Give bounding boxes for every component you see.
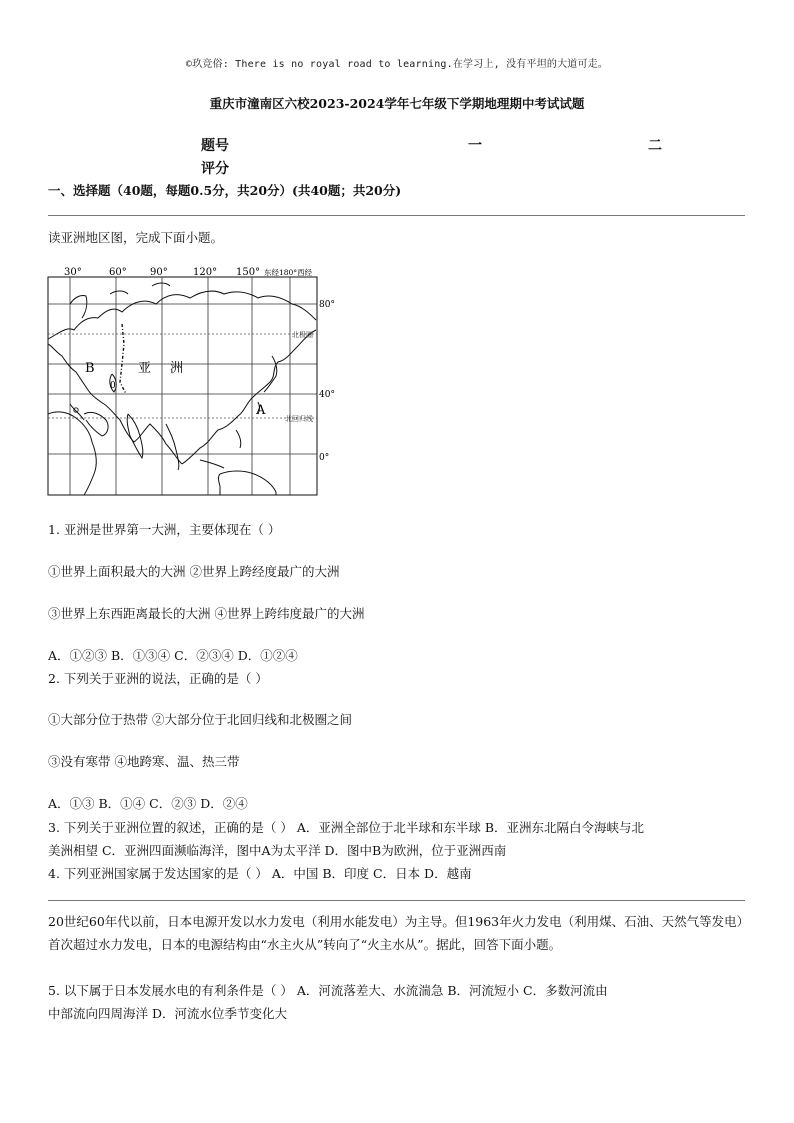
q1-item-a: ①世界上面积最大的大洲 ②世界上跨经度最广的大洲: [48, 564, 340, 579]
q2-item-b: ③没有寒带 ④地跨寒、温、热三带: [48, 754, 240, 769]
header-motto: ©玖竞俗: There is no royal road to learning.在学习上, 没有平坦的大道可走。: [185, 59, 609, 70]
score-row-label-score: 评分: [201, 161, 229, 177]
region-label-zhou: 洲: [170, 361, 184, 376]
lon-label-180: 东经180°西经: [264, 268, 313, 277]
group2-intro: 20世纪60年代以前，日本电源开发以水力发电（利用水能发电）为主导。但1963年火力发电（利用煤、石油、天然气等发电）首次超过水力发电，日本的电源结构由“水主火从”转向了“火主水从”。据此，回答下面小题。: [48, 914, 743, 952]
region-label-A: A: [256, 403, 266, 418]
group1-intro: 读亚洲地区图，完成下面小题。: [48, 230, 224, 245]
lat-label-40: 40°: [319, 390, 335, 400]
q2-stem: 2. 下列关于亚洲的说法，正确的是（ ）: [48, 671, 268, 686]
q4-line1: 4. 下列亚洲国家属于发达国家的是（ ） A．中国 B．印度 C．日本 D．越南: [48, 866, 472, 881]
score-row-label-number: 题号: [201, 138, 229, 154]
exam-title: 重庆市潼南区六校2023-2024学年七年级下学期地理期中考试试题: [209, 96, 585, 111]
lon-label-60: 60°: [109, 267, 127, 278]
arctic-circle-label: 北极圈: [292, 331, 313, 339]
q1-options: A．①②③ B．①③④ C．②③④ D．①②④: [48, 648, 298, 663]
region-label-B: B: [85, 361, 95, 376]
europe-asia-boundary: [120, 324, 126, 394]
q2-item-a: ①大部分位于热带 ②大部分位于北回归线和北极圈之间: [48, 712, 352, 727]
divider-2: [48, 900, 745, 901]
tropic-label: 北回归线: [285, 415, 313, 423]
map-frame: [48, 277, 317, 495]
score-col-2: 二: [648, 138, 662, 154]
q1-stem: 1. 亚洲是世界第一大洲，主要体现在（ ）: [48, 522, 281, 537]
lat-label-0: 0°: [319, 453, 330, 463]
coastline: [48, 283, 316, 495]
lon-label-90: 90°: [150, 267, 168, 278]
score-col-1: 一: [468, 138, 482, 154]
lon-label-120: 120°: [193, 267, 218, 278]
q2-options: A．①③ B．①④ C．②③ D．②④: [48, 796, 248, 811]
map-graticule: [48, 277, 317, 495]
lon-label-150: 150°: [236, 267, 261, 278]
region-label-ya: 亚: [138, 361, 152, 376]
section-heading: 一、选择题（40题，每题0.5分，共20分）(共40题；共20分): [48, 183, 402, 198]
asia-map: [40, 264, 340, 500]
asia-map-graphic: [40, 264, 340, 500]
q5-line2: 中部流向四周海洋 D．河流水位季节变化大: [48, 1006, 287, 1021]
q1-item-b: ③世界上东西距离最长的大洲 ④世界上跨纬度最广的大洲: [48, 606, 365, 621]
q3-line2: 美洲相望 C．亚洲四面濒临海洋，图中A为太平洋 D．图中B为欧洲，位于亚洲西南: [48, 843, 507, 858]
divider: [48, 215, 745, 216]
region-label-0: 0: [110, 381, 116, 391]
lat-label-80: 80°: [319, 300, 335, 310]
q5-line1: 5. 以下属于日本发展水电的有利条件是（ ） A．河流落差大、水流湍急 B．河流短小 C．多数河流由: [48, 983, 608, 998]
lon-label-30: 30°: [64, 267, 82, 278]
q3-line1: 3. 下列关于亚洲位置的叙述，正确的是（ ） A．亚洲全部位于北半球和东半球 B．亚洲东北隔白令海峡与北: [48, 820, 645, 835]
